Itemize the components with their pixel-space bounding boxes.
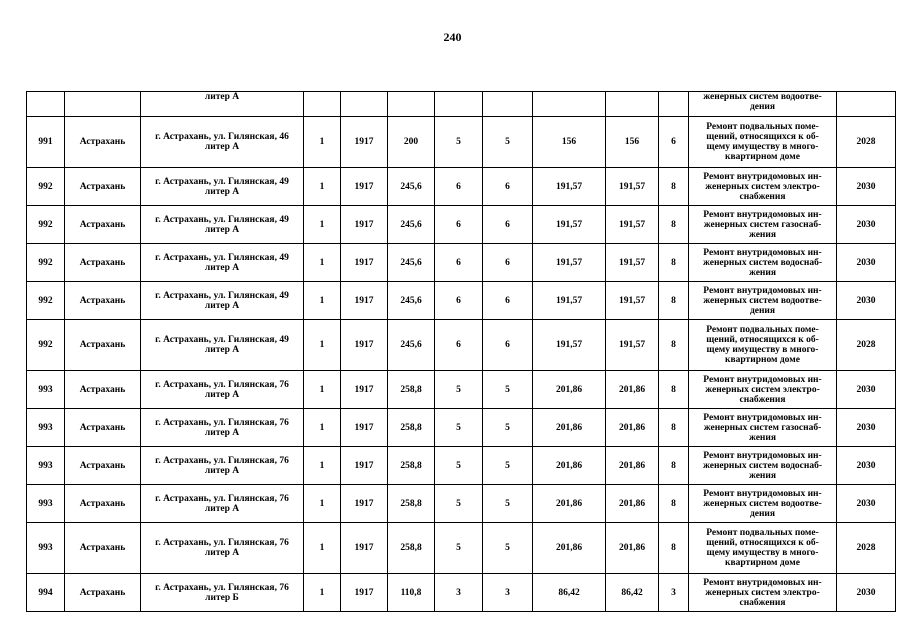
cell-address: г. Астрахань, ул. Гилянская, 49 литер А bbox=[141, 206, 304, 244]
cell-work: женерных систем водоотве- дения bbox=[689, 92, 837, 117]
cell-work: Ремонт внутридомовых ин- женерных систем водоснаб- жения bbox=[689, 244, 837, 282]
cell-c1: 1 bbox=[304, 485, 341, 523]
cell-c6: 3 bbox=[659, 574, 689, 612]
cell-num: 994 bbox=[27, 574, 65, 612]
cell-year bbox=[341, 92, 388, 117]
cell-year: 1917 bbox=[341, 117, 388, 168]
cell-area: 258,8 bbox=[388, 447, 435, 485]
cell-city: Астрахань bbox=[65, 117, 141, 168]
cell-num: 993 bbox=[27, 485, 65, 523]
table-row bbox=[27, 485, 896, 523]
table-row bbox=[27, 244, 896, 282]
cell-address: г. Астрахань, ул. Гилянская, 49 литер А bbox=[141, 282, 304, 320]
cell-plan-year: 2030 bbox=[837, 485, 896, 523]
table-body bbox=[27, 92, 896, 612]
cell-c5: 191,57 bbox=[606, 282, 659, 320]
cell-c1: 1 bbox=[304, 282, 341, 320]
cell-c5: 191,57 bbox=[606, 168, 659, 206]
cell-plan-year: 2030 bbox=[837, 244, 896, 282]
cell-c2: 5 bbox=[435, 371, 483, 409]
table-row bbox=[27, 371, 896, 409]
cell-num: 993 bbox=[27, 371, 65, 409]
cell-city: Астрахань bbox=[65, 574, 141, 612]
cell-num: 992 bbox=[27, 244, 65, 282]
cell-address: г. Астрахань, ул. Гилянская, 76 литер А bbox=[141, 447, 304, 485]
cell-c5: 86,42 bbox=[606, 574, 659, 612]
cell-city: Астрахань bbox=[65, 320, 141, 371]
cell-work: Ремонт внутридомовых ин- женерных систем газоснаб- жения bbox=[689, 206, 837, 244]
cell-year: 1917 bbox=[341, 320, 388, 371]
cell-c5: 201,86 bbox=[606, 371, 659, 409]
cell-c3: 3 bbox=[483, 574, 533, 612]
cell-address: г. Астрахань, ул. Гилянская, 49 литер А bbox=[141, 244, 304, 282]
cell-plan-year: 2030 bbox=[837, 409, 896, 447]
cell-c1: 1 bbox=[304, 523, 341, 574]
cell-c6: 8 bbox=[659, 523, 689, 574]
cell-address: г. Астрахань, ул. Гилянская, 76 литер А bbox=[141, 409, 304, 447]
cell-c2 bbox=[435, 92, 483, 117]
cell-c2: 6 bbox=[435, 320, 483, 371]
cell-c5: 191,57 bbox=[606, 206, 659, 244]
cell-c4: 191,57 bbox=[533, 244, 606, 282]
cell-c5: 156 bbox=[606, 117, 659, 168]
cell-c4: 191,57 bbox=[533, 282, 606, 320]
cell-year: 1917 bbox=[341, 485, 388, 523]
cell-c1: 1 bbox=[304, 117, 341, 168]
cell-c2: 5 bbox=[435, 409, 483, 447]
cell-area: 258,8 bbox=[388, 371, 435, 409]
cell-c1: 1 bbox=[304, 244, 341, 282]
cell-c3: 5 bbox=[483, 371, 533, 409]
cell-address: г. Астрахань, ул. Гилянская, 76 литер А bbox=[141, 371, 304, 409]
table-row bbox=[27, 168, 896, 206]
cell-c2: 6 bbox=[435, 282, 483, 320]
cell-address: литер А bbox=[141, 92, 304, 117]
table-row bbox=[27, 523, 896, 574]
cell-c6 bbox=[659, 92, 689, 117]
cell-work: Ремонт внутридомовых ин- женерных систем электро- снабжения bbox=[689, 168, 837, 206]
cell-c6: 8 bbox=[659, 206, 689, 244]
cell-c4: 201,86 bbox=[533, 523, 606, 574]
cell-area: 245,6 bbox=[388, 168, 435, 206]
cell-c4: 201,86 bbox=[533, 409, 606, 447]
cell-plan-year: 2030 bbox=[837, 206, 896, 244]
cell-area: 258,8 bbox=[388, 485, 435, 523]
cell-c6: 8 bbox=[659, 447, 689, 485]
cell-city: Астрахань bbox=[65, 168, 141, 206]
cell-city: Астрахань bbox=[65, 244, 141, 282]
cell-num: 991 bbox=[27, 117, 65, 168]
cell-address: г. Астрахань, ул. Гилянская, 76 литер Б bbox=[141, 574, 304, 612]
cell-c2: 5 bbox=[435, 523, 483, 574]
cell-c3: 5 bbox=[483, 409, 533, 447]
cell-work: Ремонт подвальных поме- щений, относящихся к об- щему имуществу в много- квартирном доме bbox=[689, 320, 837, 371]
cell-c5: 201,86 bbox=[606, 447, 659, 485]
table-row bbox=[27, 447, 896, 485]
page-number: 240 bbox=[443, 30, 462, 44]
cell-c2: 5 bbox=[435, 485, 483, 523]
cell-num: 992 bbox=[27, 206, 65, 244]
cell-c3 bbox=[483, 92, 533, 117]
cell-c4 bbox=[533, 92, 606, 117]
cell-area: 258,8 bbox=[388, 409, 435, 447]
cell-c1: 1 bbox=[304, 206, 341, 244]
cell-year: 1917 bbox=[341, 282, 388, 320]
cell-plan-year: 2030 bbox=[837, 447, 896, 485]
cell-c6: 8 bbox=[659, 320, 689, 371]
cell-year: 1917 bbox=[341, 371, 388, 409]
cell-c3: 6 bbox=[483, 320, 533, 371]
cell-c1: 1 bbox=[304, 574, 341, 612]
cell-c1: 1 bbox=[304, 371, 341, 409]
cell-plan-year: 2028 bbox=[837, 117, 896, 168]
cell-c4: 156 bbox=[533, 117, 606, 168]
table-row bbox=[27, 409, 896, 447]
cell-num: 993 bbox=[27, 447, 65, 485]
cell-c6: 8 bbox=[659, 244, 689, 282]
cell-city: Астрахань bbox=[65, 523, 141, 574]
cell-year: 1917 bbox=[341, 574, 388, 612]
cell-year: 1917 bbox=[341, 409, 388, 447]
cell-c4: 191,57 bbox=[533, 206, 606, 244]
cell-c3: 6 bbox=[483, 168, 533, 206]
cell-num: 992 bbox=[27, 282, 65, 320]
cell-num: 993 bbox=[27, 523, 65, 574]
cell-city: Астрахань bbox=[65, 282, 141, 320]
cell-c3: 5 bbox=[483, 485, 533, 523]
cell-c6: 8 bbox=[659, 409, 689, 447]
cell-year: 1917 bbox=[341, 523, 388, 574]
cell-year: 1917 bbox=[341, 168, 388, 206]
cell-c3: 6 bbox=[483, 206, 533, 244]
cell-c2: 6 bbox=[435, 206, 483, 244]
cell-plan-year: 2028 bbox=[837, 320, 896, 371]
cell-c4: 191,57 bbox=[533, 168, 606, 206]
cell-c6: 6 bbox=[659, 117, 689, 168]
cell-c5: 191,57 bbox=[606, 244, 659, 282]
table-row bbox=[27, 320, 896, 371]
cell-c1 bbox=[304, 92, 341, 117]
cell-area: 258,8 bbox=[388, 523, 435, 574]
cell-c1: 1 bbox=[304, 409, 341, 447]
cell-num: 993 bbox=[27, 409, 65, 447]
cell-num bbox=[27, 92, 65, 117]
cell-area: 245,6 bbox=[388, 244, 435, 282]
cell-c5: 191,57 bbox=[606, 320, 659, 371]
cell-c4: 86,42 bbox=[533, 574, 606, 612]
cell-city: Астрахань bbox=[65, 371, 141, 409]
cell-area: 110,8 bbox=[388, 574, 435, 612]
cell-c5 bbox=[606, 92, 659, 117]
cell-c4: 201,86 bbox=[533, 447, 606, 485]
capital-repair-table bbox=[26, 91, 896, 612]
table-row bbox=[27, 574, 896, 612]
cell-year: 1917 bbox=[341, 206, 388, 244]
cell-city: Астрахань bbox=[65, 206, 141, 244]
cell-year: 1917 bbox=[341, 447, 388, 485]
cell-plan-year: 2030 bbox=[837, 371, 896, 409]
table-row bbox=[27, 206, 896, 244]
cell-address: г. Астрахань, ул. Гилянская, 46 литер А bbox=[141, 117, 304, 168]
cell-address: г. Астрахань, ул. Гилянская, 76 литер А bbox=[141, 485, 304, 523]
cell-city bbox=[65, 92, 141, 117]
cell-plan-year: 2028 bbox=[837, 523, 896, 574]
cell-c5: 201,86 bbox=[606, 523, 659, 574]
cell-c2: 6 bbox=[435, 244, 483, 282]
cell-c3: 6 bbox=[483, 282, 533, 320]
cell-city: Астрахань bbox=[65, 485, 141, 523]
cell-area bbox=[388, 92, 435, 117]
cell-plan-year: 2030 bbox=[837, 168, 896, 206]
cell-year: 1917 bbox=[341, 244, 388, 282]
cell-num: 992 bbox=[27, 168, 65, 206]
cell-area: 245,6 bbox=[388, 320, 435, 371]
cell-c4: 201,86 bbox=[533, 485, 606, 523]
cell-c1: 1 bbox=[304, 447, 341, 485]
cell-c2: 6 bbox=[435, 168, 483, 206]
table-row bbox=[27, 282, 896, 320]
cell-work: Ремонт внутридомовых ин- женерных систем газоснаб- жения bbox=[689, 409, 837, 447]
cell-plan-year: 2030 bbox=[837, 282, 896, 320]
cell-c3: 5 bbox=[483, 447, 533, 485]
cell-area: 200 bbox=[388, 117, 435, 168]
cell-work: Ремонт внутридомовых ин- женерных систем водоотве- дения bbox=[689, 485, 837, 523]
cell-c5: 201,86 bbox=[606, 409, 659, 447]
continuation-row bbox=[27, 92, 896, 117]
cell-c6: 8 bbox=[659, 371, 689, 409]
cell-c1: 1 bbox=[304, 168, 341, 206]
cell-area: 245,6 bbox=[388, 282, 435, 320]
cell-work: Ремонт внутридомовых ин- женерных систем электро- снабжения bbox=[689, 371, 837, 409]
cell-c3: 5 bbox=[483, 117, 533, 168]
cell-c3: 6 bbox=[483, 244, 533, 282]
cell-c2: 5 bbox=[435, 447, 483, 485]
cell-plan-year: 2030 bbox=[837, 574, 896, 612]
cell-work: Ремонт подвальных поме- щений, относящихся к об- щему имуществу в много- квартирном доме bbox=[689, 523, 837, 574]
cell-c6: 8 bbox=[659, 485, 689, 523]
cell-c5: 201,86 bbox=[606, 485, 659, 523]
cell-work: Ремонт подвальных поме- щений, относящихся к об- щему имуществу в много- квартирном доме bbox=[689, 117, 837, 168]
cell-address: г. Астрахань, ул. Гилянская, 49 литер А bbox=[141, 320, 304, 371]
cell-num: 992 bbox=[27, 320, 65, 371]
cell-c6: 8 bbox=[659, 282, 689, 320]
cell-city: Астрахань bbox=[65, 409, 141, 447]
cell-c3: 5 bbox=[483, 523, 533, 574]
cell-c2: 3 bbox=[435, 574, 483, 612]
cell-work: Ремонт внутридомовых ин- женерных систем водоотве- дения bbox=[689, 282, 837, 320]
cell-area: 245,6 bbox=[388, 206, 435, 244]
cell-c4: 201,86 bbox=[533, 371, 606, 409]
cell-address: г. Астрахань, ул. Гилянская, 49 литер А bbox=[141, 168, 304, 206]
cell-address: г. Астрахань, ул. Гилянская, 76 литер А bbox=[141, 523, 304, 574]
cell-c4: 191,57 bbox=[533, 320, 606, 371]
cell-work: Ремонт внутридомовых ин- женерных систем водоснаб- жения bbox=[689, 447, 837, 485]
cell-plan-year bbox=[837, 92, 896, 117]
cell-c1: 1 bbox=[304, 320, 341, 371]
table-row bbox=[27, 117, 896, 168]
cell-c6: 8 bbox=[659, 168, 689, 206]
cell-work: Ремонт внутридомовых ин- женерных систем электро- снабжения bbox=[689, 574, 837, 612]
cell-c2: 5 bbox=[435, 117, 483, 168]
cell-city: Астрахань bbox=[65, 447, 141, 485]
